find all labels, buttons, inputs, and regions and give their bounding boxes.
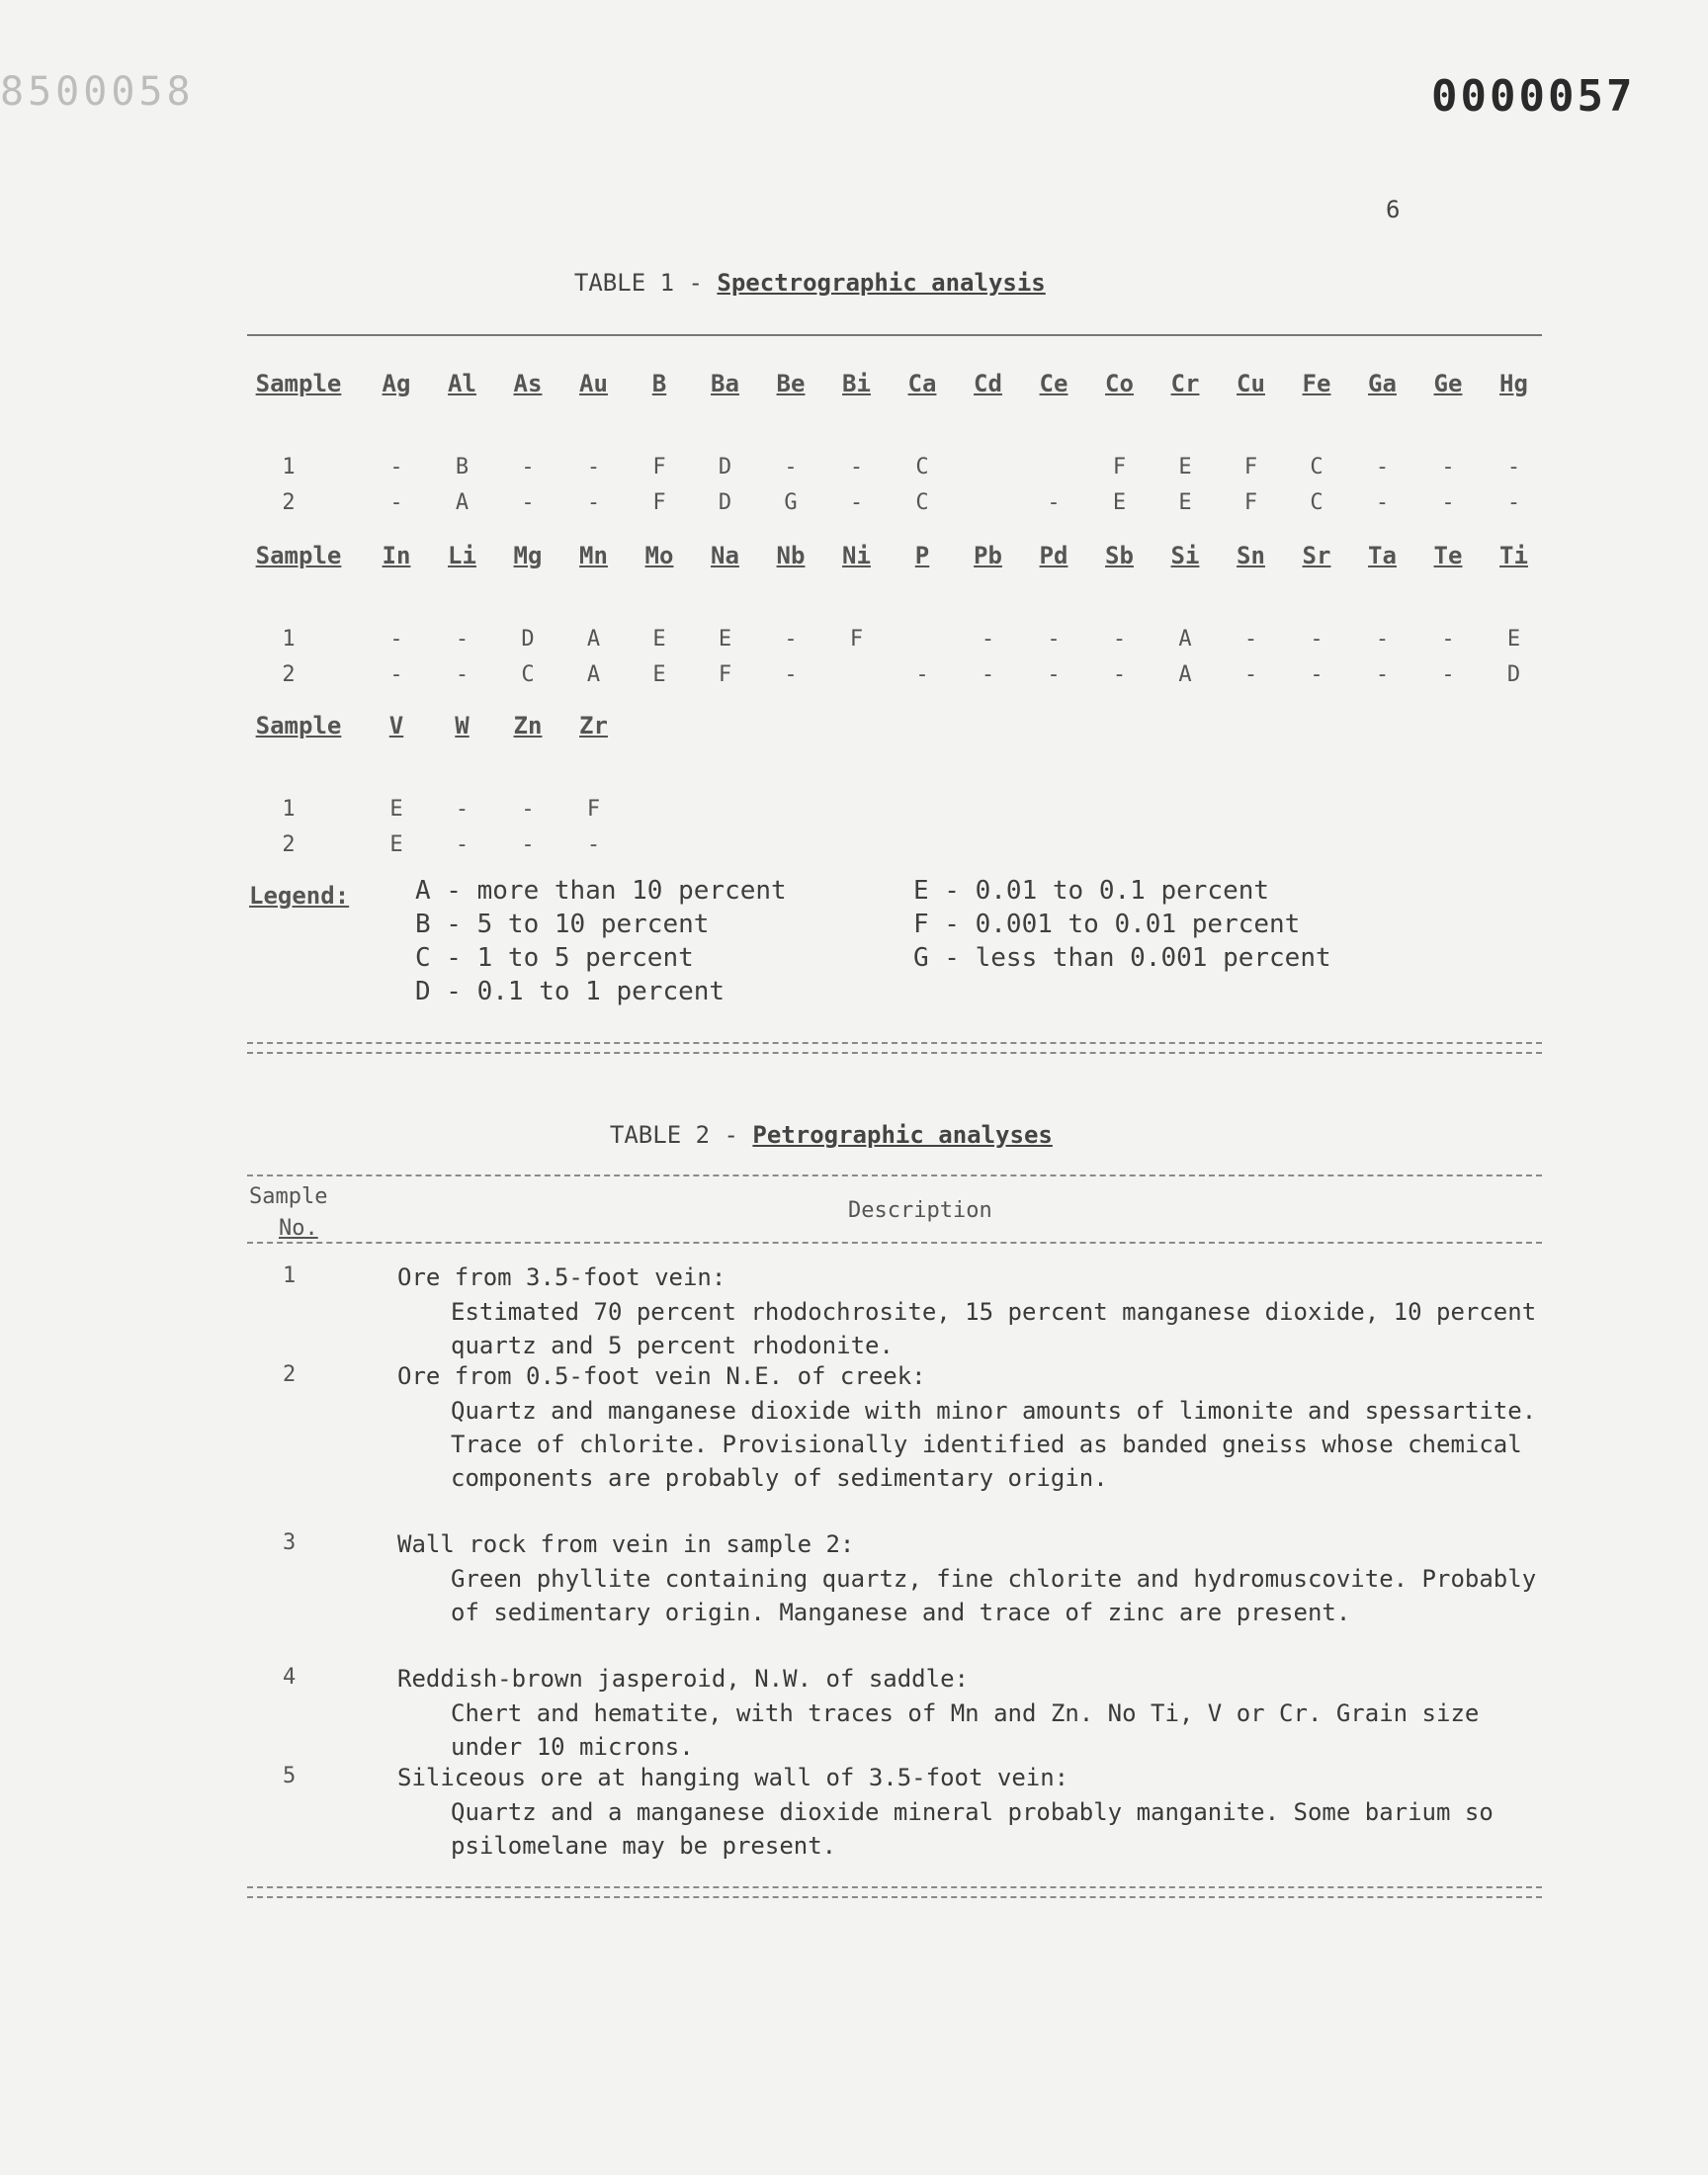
spectro-cell: - — [1047, 662, 1061, 687]
petro-sample-number: 2 — [283, 1362, 297, 1387]
spectro-cell: A — [455, 490, 470, 515]
spectro-cell: - — [1243, 627, 1258, 652]
spectro-cell: C — [915, 490, 929, 515]
spectro-cell: C — [1310, 490, 1324, 515]
spectro-cell: - — [1047, 627, 1061, 652]
petro-entry-title: Ore from 0.5-foot vein N.E. of creek: — [397, 1362, 926, 1390]
spectro-header-be: Be — [776, 370, 806, 397]
spectro-bottom-rule-2 — [247, 1052, 1542, 1054]
spectro-cell: E — [1112, 490, 1127, 515]
spectro-cell: - — [981, 662, 995, 687]
petro-col-description: Description — [848, 1198, 992, 1223]
spectro-header-fe: Fe — [1302, 370, 1331, 397]
spectro-cell: - — [981, 627, 995, 652]
legend-item: B - 5 to 10 percent — [415, 910, 710, 939]
spectro-sample-number: 1 — [282, 455, 296, 479]
spectro-header-b: B — [651, 370, 667, 397]
spectro-sample-number: 1 — [282, 797, 296, 822]
spectro-cell: - — [1310, 627, 1324, 652]
petro-sample-number: 1 — [283, 1263, 297, 1288]
spectro-header-sample: Sample — [255, 712, 342, 740]
spectro-cell: - — [1112, 627, 1127, 652]
spectro-cell: - — [849, 490, 864, 515]
spectro-cell: - — [1375, 662, 1390, 687]
spectro-header-pd: Pd — [1039, 542, 1068, 569]
spectro-cell: E — [1506, 627, 1521, 652]
spectro-cell: A — [1178, 627, 1192, 652]
petro-entry-description: Quartz and manganese dioxide with minor amounts of limonite and spessartite. Trace of chlorite. Provisionally identified as banded gneiss whose chemical components are probably of sedimentary origin. — [451, 1397, 1537, 1492]
spectro-header-ag: Ag — [382, 370, 411, 397]
spectro-cell: E — [718, 627, 732, 652]
spectro-cell: - — [1441, 455, 1455, 479]
petro-header-rule — [247, 1242, 1542, 1244]
spectro-header-nb: Nb — [776, 542, 806, 569]
spectro-cell: E — [1178, 455, 1192, 479]
spectro-sample-number: 2 — [282, 832, 296, 857]
petro-sample-number: 5 — [283, 1764, 297, 1788]
spectro-cell: F — [652, 490, 666, 515]
spectro-header-al: Al — [448, 370, 476, 397]
spectro-header-ba: Ba — [711, 370, 739, 397]
spectro-cell: - — [389, 490, 403, 515]
spectro-table-title — [546, 241, 1046, 297]
spectro-header-ce: Ce — [1039, 370, 1068, 397]
spectro-cell: - — [586, 832, 601, 857]
faint-serial-number: 8500058 — [0, 69, 195, 115]
spectro-cell: D — [1506, 662, 1521, 687]
spectro-cell: F — [849, 627, 864, 652]
spectro-cell: - — [1112, 662, 1127, 687]
petro-col-sample-no: No. — [279, 1216, 318, 1241]
petro-title-main: Petrographic analyses — [752, 1121, 1053, 1149]
legend-item: D - 0.1 to 1 percent — [415, 977, 726, 1006]
spectro-header-mo: Mo — [644, 542, 674, 569]
spectro-cell: - — [784, 662, 798, 687]
spectro-header-si: Si — [1170, 542, 1200, 569]
petro-col-sample: Sample — [249, 1184, 328, 1209]
spectro-header-ca: Ca — [907, 370, 937, 397]
spectro-header-ni: Ni — [842, 542, 871, 569]
spectro-cell: F — [586, 797, 601, 822]
spectro-cell: - — [1047, 490, 1061, 515]
page-number: 6 — [1386, 196, 1401, 223]
petro-entry-title: Ore from 3.5-foot vein: — [397, 1263, 726, 1291]
legend-item: C - 1 to 5 percent — [415, 943, 694, 973]
spectro-cell: - — [784, 455, 798, 479]
spectro-cell: - — [455, 627, 470, 652]
petro-table-title — [581, 1093, 1053, 1149]
spectro-header-mg: Mg — [513, 542, 543, 569]
spectro-cell: - — [455, 797, 470, 822]
spectro-cell: - — [915, 662, 929, 687]
spectro-cell: - — [521, 455, 535, 479]
spectro-header-sb: Sb — [1105, 542, 1134, 569]
spectro-cell: - — [389, 627, 403, 652]
petro-entry-description: Chert and hematite, with traces of Mn and Zn. No Ti, V or Cr. Grain size under 10 microns. — [451, 1699, 1480, 1761]
petro-entry-description: Estimated 70 percent rhodochrosite, 15 percent manganese dioxide, 10 percent quartz and 5 percent rhodonite. — [451, 1298, 1537, 1359]
petro-entry-title: Siliceous ore at hanging wall of 3.5-foot vein: — [397, 1764, 1069, 1791]
spectro-cell: C — [521, 662, 535, 687]
spectro-header-sample: Sample — [255, 370, 342, 397]
petro-title-prefix: TABLE 2 - — [609, 1121, 753, 1149]
spectro-cell: A — [1178, 662, 1192, 687]
petro-entry-title: Wall rock from vein in sample 2: — [397, 1530, 855, 1558]
spectro-cell: - — [784, 627, 798, 652]
spectro-header-mn: Mn — [579, 542, 608, 569]
spectro-cell: - — [1441, 662, 1455, 687]
spectro-cell: - — [521, 490, 535, 515]
spectro-title-main: Spectrographic analysis — [717, 269, 1046, 297]
spectro-header-in: In — [382, 542, 411, 569]
spectro-header-te: Te — [1433, 542, 1463, 569]
spectro-sample-number: 2 — [282, 490, 296, 515]
spectro-cell: A — [586, 662, 601, 687]
spectro-cell: - — [521, 832, 535, 857]
spectro-cell: E — [389, 832, 403, 857]
spectro-cell: - — [389, 455, 403, 479]
legend-item: G - less than 0.001 percent — [913, 943, 1331, 973]
spectro-header-ta: Ta — [1368, 542, 1397, 569]
spectro-cell: E — [652, 627, 666, 652]
legend-item: A - more than 10 percent — [415, 876, 787, 906]
spectro-header-zn: Zn — [513, 712, 543, 740]
spectro-cell: - — [455, 832, 470, 857]
spectro-cell: D — [521, 627, 535, 652]
spectro-header-p: P — [914, 542, 930, 569]
spectro-header-zr: Zr — [579, 712, 608, 740]
spectro-cell: - — [521, 797, 535, 822]
spectro-cell: - — [455, 662, 470, 687]
spectro-cell: - — [586, 455, 601, 479]
spectro-cell: F — [718, 662, 732, 687]
spectro-cell: F — [1112, 455, 1127, 479]
petro-top-rule — [247, 1174, 1542, 1176]
serial-number: 0000057 — [1431, 71, 1636, 122]
spectro-cell: C — [1310, 455, 1324, 479]
spectro-cell: - — [1375, 627, 1390, 652]
spectro-bottom-rule-1 — [247, 1042, 1542, 1044]
legend-item: F - 0.001 to 0.01 percent — [913, 910, 1301, 939]
spectro-cell: F — [652, 455, 666, 479]
spectro-cell: - — [1310, 662, 1324, 687]
spectro-sample-number: 1 — [282, 627, 296, 652]
spectro-cell: - — [1375, 490, 1390, 515]
petro-bottom-rule-1 — [247, 1886, 1542, 1888]
spectro-cell: - — [849, 455, 864, 479]
spectro-cell: - — [1506, 490, 1521, 515]
spectro-cell: D — [718, 455, 732, 479]
spectro-header-na: Na — [711, 542, 739, 569]
petro-sample-number: 3 — [283, 1530, 297, 1555]
spectro-header-ga: Ga — [1368, 370, 1397, 397]
legend-label: Legend: — [249, 882, 350, 910]
spectro-header-w: W — [455, 712, 470, 740]
spectro-header-bi: Bi — [842, 370, 871, 397]
petro-entry-title: Reddish-brown jasperoid, N.W. of saddle: — [397, 1665, 969, 1693]
spectro-cell: F — [1243, 490, 1258, 515]
spectro-header-sr: Sr — [1302, 542, 1331, 569]
spectro-cell: C — [915, 455, 929, 479]
spectro-cell: - — [1506, 455, 1521, 479]
petro-sample-number: 4 — [283, 1665, 297, 1690]
spectro-header-ge: Ge — [1433, 370, 1463, 397]
spectro-header-v: V — [388, 712, 404, 740]
spectro-cell: - — [1375, 455, 1390, 479]
spectro-cell: - — [389, 662, 403, 687]
spectro-cell: - — [1441, 490, 1455, 515]
spectro-header-sn: Sn — [1237, 542, 1265, 569]
spectro-cell: A — [586, 627, 601, 652]
spectro-top-rule — [247, 334, 1542, 336]
spectro-cell: B — [455, 455, 470, 479]
spectro-header-cd: Cd — [974, 370, 1002, 397]
spectro-header-hg: Hg — [1499, 370, 1528, 397]
spectro-cell: - — [1243, 662, 1258, 687]
spectro-header-sample: Sample — [255, 542, 342, 569]
spectro-cell: G — [784, 490, 798, 515]
spectro-header-au: Au — [579, 370, 608, 397]
spectro-cell: E — [1178, 490, 1192, 515]
spectro-cell: F — [1243, 455, 1258, 479]
spectro-cell: E — [652, 662, 666, 687]
spectro-title-prefix: TABLE 1 - — [573, 269, 718, 297]
spectro-header-as: As — [513, 370, 543, 397]
spectro-header-ti: Ti — [1499, 542, 1528, 569]
spectro-cell: - — [1441, 627, 1455, 652]
spectro-sample-number: 2 — [282, 662, 296, 687]
spectro-cell: - — [586, 490, 601, 515]
spectro-header-cu: Cu — [1237, 370, 1265, 397]
spectro-header-li: Li — [448, 542, 476, 569]
spectro-header-co: Co — [1105, 370, 1134, 397]
spectro-header-pb: Pb — [974, 542, 1002, 569]
petro-bottom-rule-2 — [247, 1896, 1542, 1898]
petro-entry-description: Quartz and a manganese dioxide mineral probably manganite. Some barium so psilomelane may be present. — [451, 1798, 1494, 1860]
petro-entry-description: Green phyllite containing quartz, fine chlorite and hydromuscovite. Probably of sedimentary origin. Manganese and trace of zinc are present. — [451, 1565, 1537, 1626]
spectro-cell: D — [718, 490, 732, 515]
spectro-header-cr: Cr — [1170, 370, 1200, 397]
spectro-cell: E — [389, 797, 403, 822]
legend-item: E - 0.01 to 0.1 percent — [913, 876, 1270, 906]
